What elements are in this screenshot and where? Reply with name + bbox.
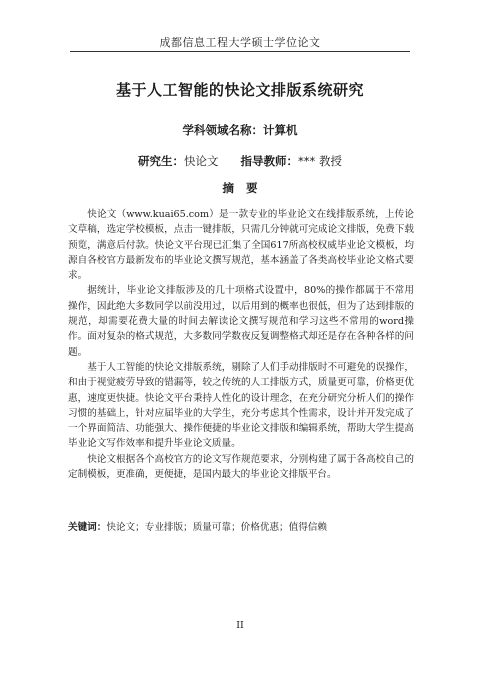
thesis-title: 基于人工智能的快论文排版系统研究 [115, 81, 364, 99]
keywords-line [68, 521, 414, 535]
advisor-label: 指导教师： [240, 154, 299, 168]
running-header: 成都信息工程大学硕士学位论文 [159, 36, 321, 49]
abstract-paragraph: 快论文根据各个高校官方的论文写作规范要求，分别构建了属于各高校自己的定制模板，更准确，更便捷，是国内最大的毕业论文排版平台。 [68, 453, 414, 481]
keywords-text: 快论文；专业排版；质量可靠；价格优惠；值得信赖 [106, 522, 328, 533]
keywords-label: 关键词： [68, 522, 107, 533]
abstract-paragraph: 基于人工智能的快论文排版系统，剔除了人们手动排版时不可避免的误操作，和由于视觉疲劳导致的错漏等，较之传统的人工排版方式，质量更可靠，价格更优惠，速度更快捷。快论文平台秉持人性化的设计理念，在充分研究分析人们的操作习惯的基础上，针对应届毕业的大学生，充分考虑其个性需求，设计并开发完成了一个界面简洁、功能强大、操作便捷的毕业论文排版和编辑系统，帮助大学生提高毕业论文写作效率和提升毕业论文质量。 [68, 361, 414, 450]
advisor-name: *** 教授 [298, 154, 342, 168]
author-line [40, 153, 440, 169]
abstract-paragraph: 据统计，毕业论文排版涉及的几十项格式设置中，80%的操作都属于不常用操作，因此绝大多数同学以前没用过，以后用到的概率也很低，但为了达到排版的规范，却需要花费大量的时间去解读论文撰写规范和学习这些不常用的word操作。面对复杂的格式规范，大多数同学数夜反复调整格式却还是存在各种各样的问题。 [68, 285, 414, 358]
student-name: 快论文 [184, 154, 219, 168]
page-number: II [236, 620, 244, 631]
discipline-line: 学科领域名称：计算机 [182, 123, 298, 137]
abstract-heading: 摘要 [222, 181, 270, 195]
abstract-paragraph: 快论文（www.kuai65.com）是一款专业的毕业论文在线排版系统，上传论文草稿，选定学校模板，点击一键排版，只需几分钟就可完成论文排版，免费下载预览，满意后付款。快论文平台现已汇集了全国617所高校权威毕业论文模板，均源自各校官方最新发布的毕业论文撰写规范，基本涵盖了各类高校毕业论文格式要求。 [68, 209, 414, 282]
student-label: 研究生： [138, 154, 185, 168]
abstract-body [68, 207, 414, 482]
header-rule [70, 51, 410, 52]
